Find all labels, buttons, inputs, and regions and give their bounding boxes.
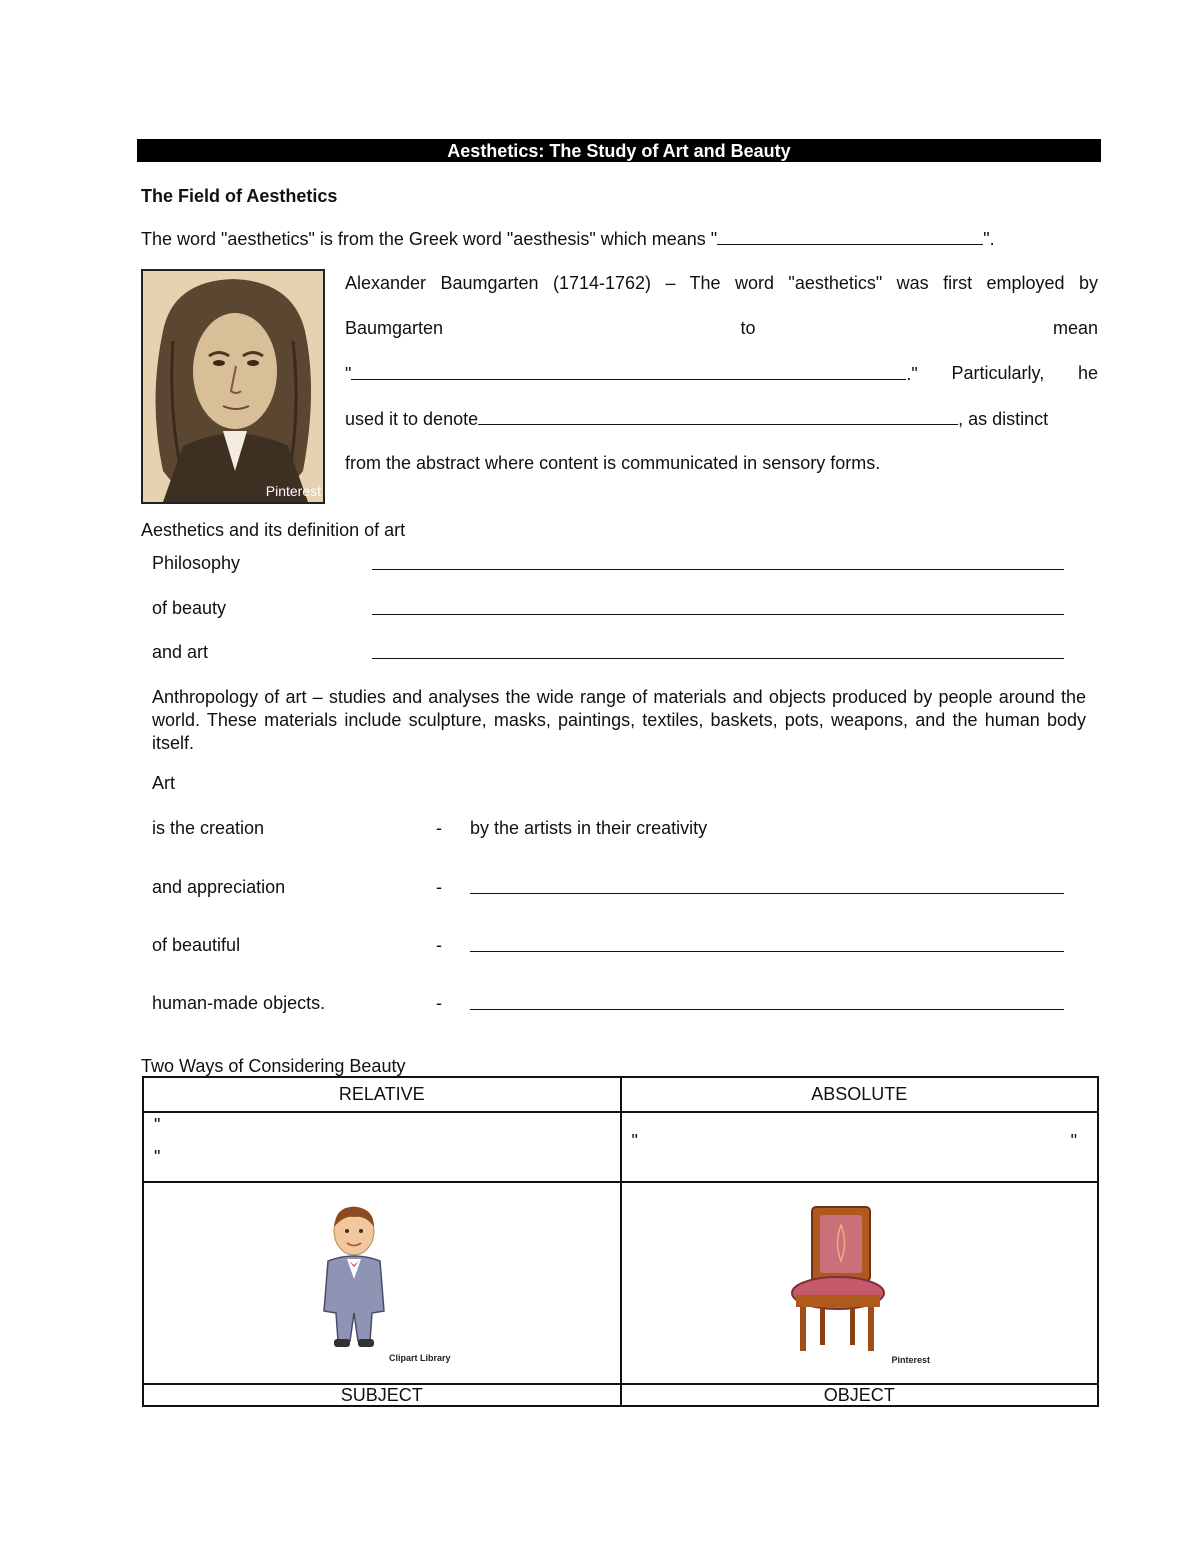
definition-item-philosophy: Philosophy: [152, 553, 241, 573]
footer-object: OBJECT: [621, 1384, 1099, 1406]
art-row-4-dash: -: [436, 993, 442, 1013]
art-row-1-dash: -: [436, 818, 442, 838]
relative-open-quote: ": [154, 1115, 161, 1135]
section-heading: The Field of Aesthetics: [141, 186, 338, 206]
absolute-open-quote: ": [631, 1131, 638, 1151]
close-quote: .": [906, 364, 918, 384]
portrait-credit: Pinterest: [265, 483, 321, 499]
baumgarten-line-5: from the abstract where content is communicated in sensory forms.: [345, 453, 881, 473]
portrait-drawing: [143, 271, 323, 502]
word-to: to: [740, 318, 756, 338]
boy-clipart: [314, 1201, 394, 1353]
art-heading: Art: [152, 773, 176, 793]
relative-close-quote: ": [154, 1147, 161, 1167]
object-image-cell: [621, 1182, 1099, 1384]
definition-item-art: and art: [152, 642, 209, 662]
page-title: Aesthetics: The Study of Art and Beauty: [137, 139, 1101, 162]
art-row-2-label: and appreciation: [152, 877, 286, 897]
baumgarten-line-4: [345, 408, 1098, 430]
word-he: he: [1077, 363, 1098, 383]
object-image-credit: Pinterest: [891, 1355, 931, 1365]
meaning-blank[interactable]: [351, 363, 906, 380]
definition-item-beauty: of beauty: [152, 598, 227, 618]
subject-image-cell: [143, 1182, 621, 1384]
anthropology-paragraph: Anthropology of art – studies and analyses the wide range of materials and objects produced by people around the world. These materials include sculpture, masks, paintings, textiles, baskets, pots, weapons, and the human body itself.: [152, 687, 1086, 753]
baumgarten-line-2: [345, 318, 1098, 339]
distinct-text: , as distinct: [958, 409, 1049, 429]
chair-clipart: [790, 1203, 890, 1353]
header-absolute: ABSOLUTE: [621, 1077, 1099, 1112]
art-row-4-blank[interactable]: [470, 1009, 1064, 1010]
beauty-table: [142, 1076, 1099, 1407]
baumgarten-line-3: [345, 363, 1098, 385]
baumgarten-line-1: Alexander Baumgarten (1714-1762) – The word "aesthetics" was first employed by: [345, 273, 1098, 293]
definition-blank-2[interactable]: [372, 614, 1064, 615]
denote-blank[interactable]: [478, 408, 958, 425]
subject-image-credit: Clipart Library: [389, 1353, 451, 1363]
art-row-1-text: by the artists in their creativity: [470, 818, 708, 838]
definition-heading: Aesthetics and its definition of art: [141, 520, 406, 540]
art-row-4-label: human-made objects.: [152, 993, 326, 1013]
intro-line: [141, 228, 995, 250]
art-row-3-blank[interactable]: [470, 951, 1064, 952]
word-mean: mean: [1052, 318, 1098, 338]
open-quote: ": [345, 364, 352, 384]
denote-text: used it to denote: [345, 409, 479, 429]
table-caption: Two Ways of Considering Beauty: [141, 1056, 406, 1076]
absolute-close-quote: ": [1070, 1131, 1077, 1151]
art-row-3-label: of beautiful: [152, 935, 241, 955]
footer-subject: SUBJECT: [143, 1384, 621, 1406]
intro-text-after: ".: [983, 229, 995, 249]
intro-blank[interactable]: [717, 228, 983, 245]
relative-definition-cell[interactable]: [143, 1112, 621, 1182]
art-row-1-label: is the creation: [152, 818, 265, 838]
word-particularly: Particularly,: [951, 363, 1045, 383]
absolute-definition-cell[interactable]: [621, 1112, 1099, 1182]
baumgarten-portrait: [141, 269, 325, 504]
header-relative: RELATIVE: [143, 1077, 621, 1112]
art-row-3-dash: -: [436, 935, 442, 955]
definition-blank-1[interactable]: [372, 569, 1064, 570]
word-baumgarten: Baumgarten: [345, 318, 444, 338]
definition-blank-3[interactable]: [372, 658, 1064, 659]
art-row-2-blank[interactable]: [470, 893, 1064, 894]
art-row-2-dash: -: [436, 877, 442, 897]
intro-text-before: The word "aesthetics" is from the Greek word "aesthesis" which means ": [141, 229, 718, 249]
